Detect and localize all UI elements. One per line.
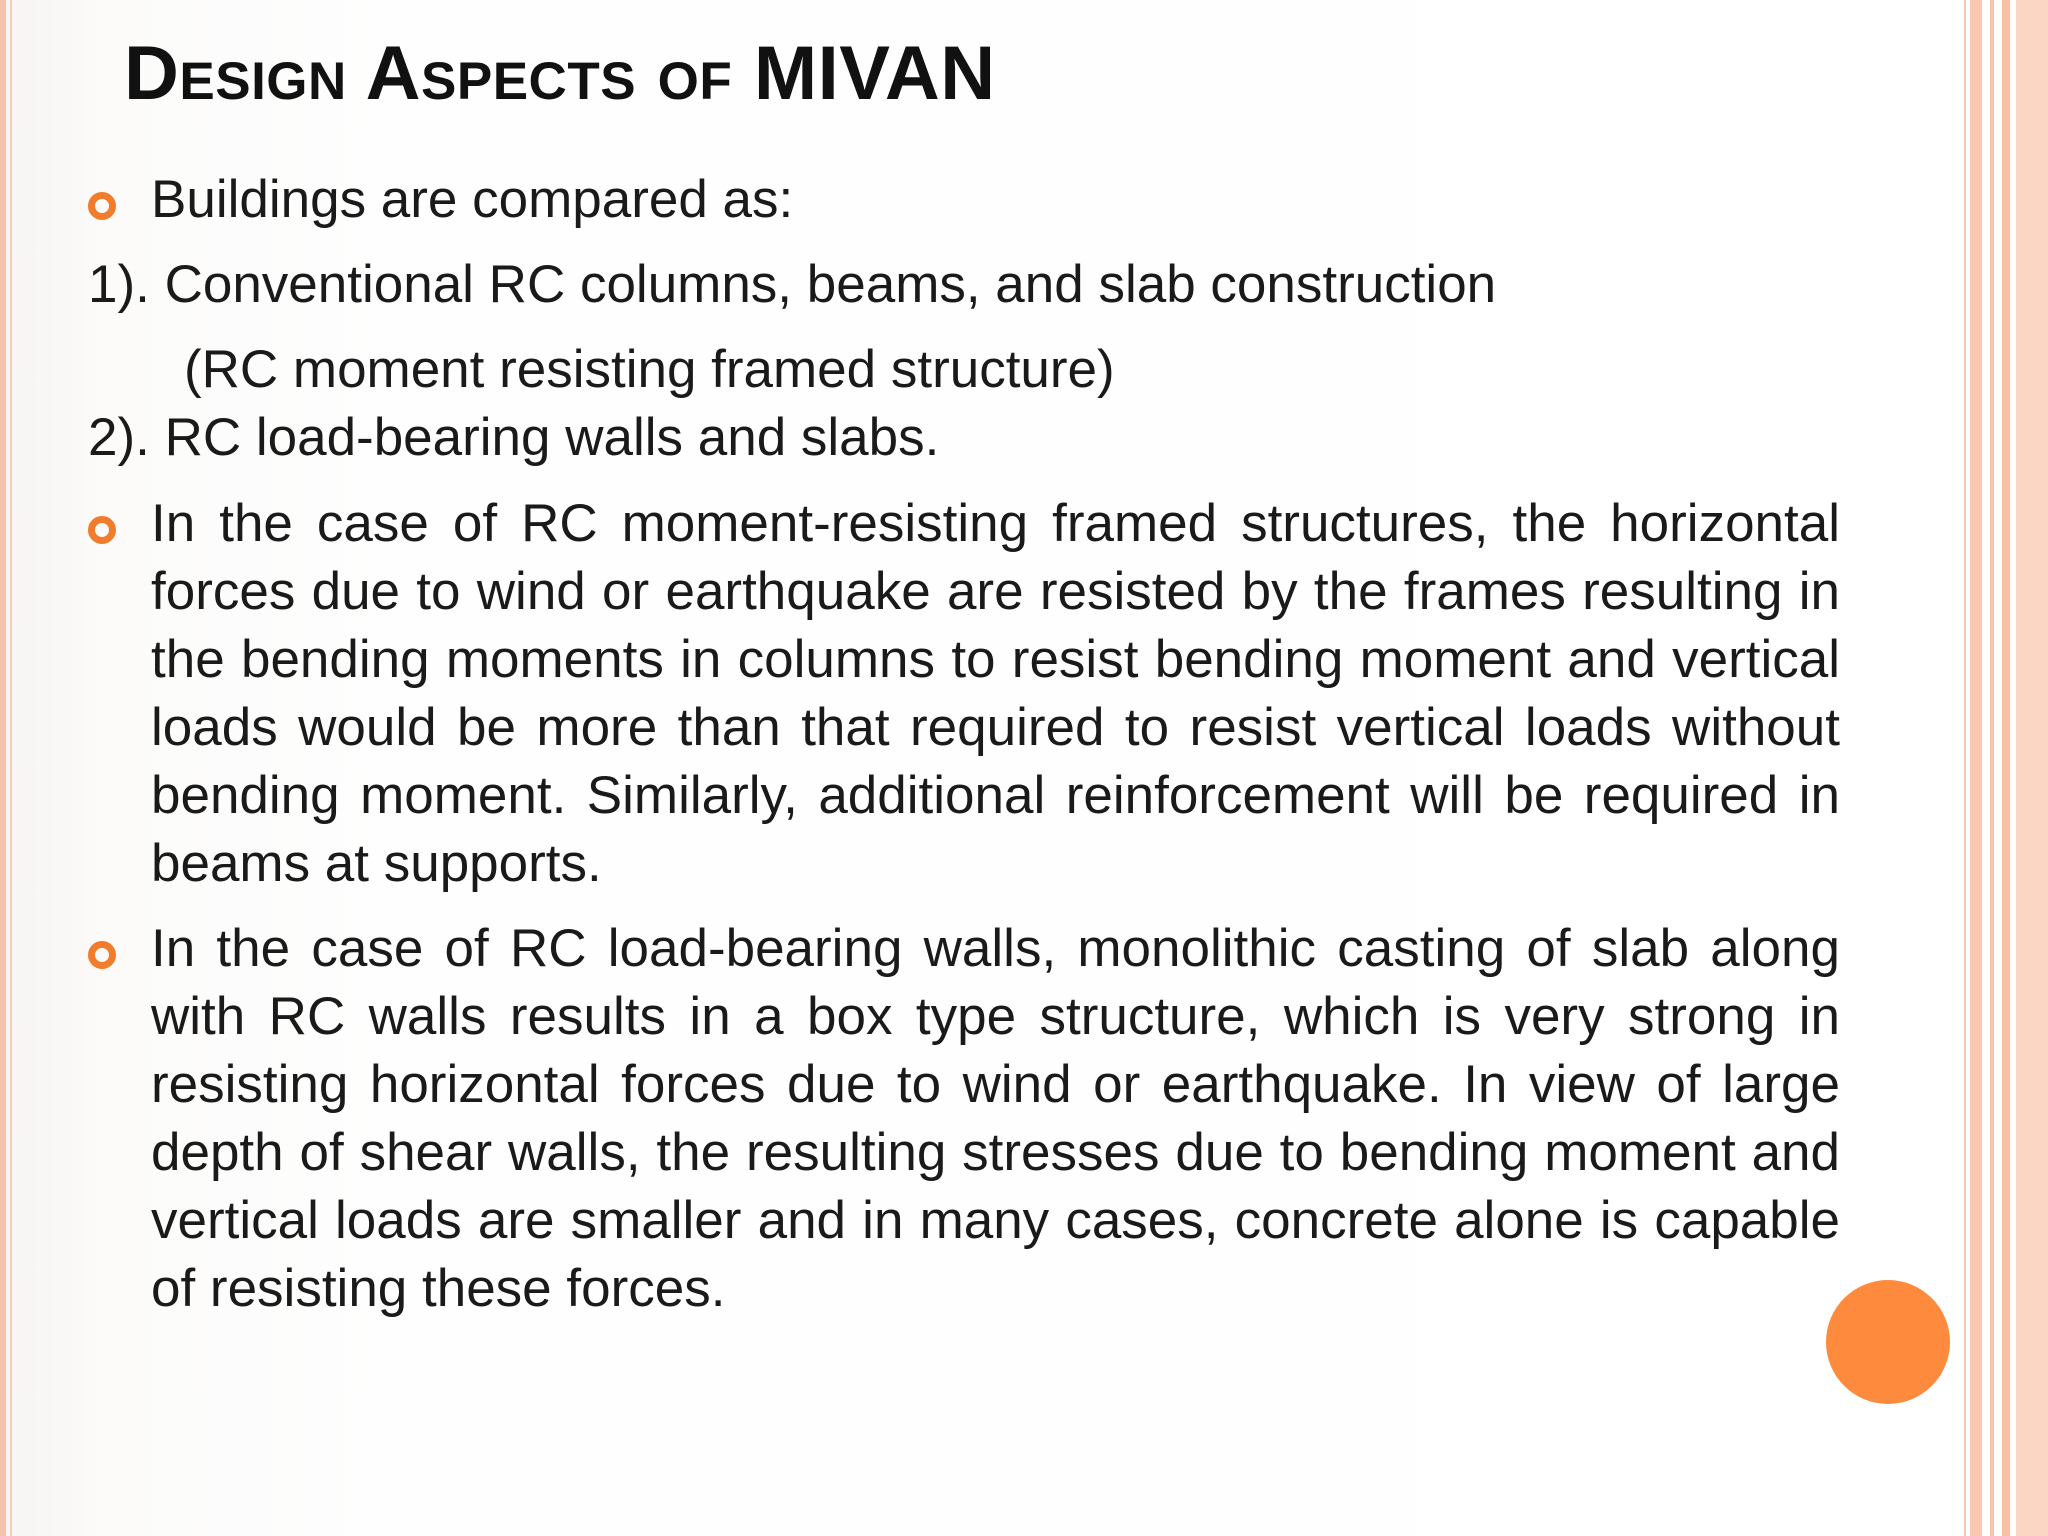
slide-title: Design Aspects of MIVAN [124, 31, 996, 116]
bullet-icon [88, 192, 116, 220]
right-border-stripe [1964, 0, 1966, 1536]
numbered-item-1-subtext: (RC moment resisting framed structure) [184, 340, 1115, 399]
bullet-icon [88, 941, 116, 969]
decorative-orange-circle [1826, 1280, 1950, 1404]
bullet-paragraph-walls: In the case of RC load-bearing walls, monolithic casting of slab along with RC walls results in a box type structure, which is very strong in resisting horizontal forces due to wind or earthquake. In view of large depth of shear walls, the resulting stresses due to bending moment and vertical loads are smaller and in many cases, concrete alone is capable of resisting these forces. [151, 919, 1840, 1318]
bullet-icon [88, 516, 116, 544]
right-border-stripe [1990, 0, 1994, 1536]
bullet-paragraph-frames: In the case of RC moment-resisting framed structures, the horizontal forces due to wind or earthquake are resisted by the frames resulting in the bending moments in columns to resist bending moment and vertical loads would be more than that required to resist vertical loads without bending moment. Similarly, additional reinforcement will be required in beams at supports. [151, 494, 1840, 893]
numbered-item-2: 2). RC load-bearing walls and slabs. [88, 408, 940, 467]
bullet-intro-text: Buildings are compared as: [151, 170, 794, 229]
left-border-stripe-thin [10, 0, 12, 1536]
left-border-stripe [0, 0, 6, 1536]
right-border-stripe [2002, 0, 2010, 1536]
numbered-item-1: 1). Conventional RC columns, beams, and slab construction [88, 255, 1497, 314]
right-border-stripe [2016, 0, 2048, 1536]
right-border-stripe [1970, 0, 1982, 1536]
